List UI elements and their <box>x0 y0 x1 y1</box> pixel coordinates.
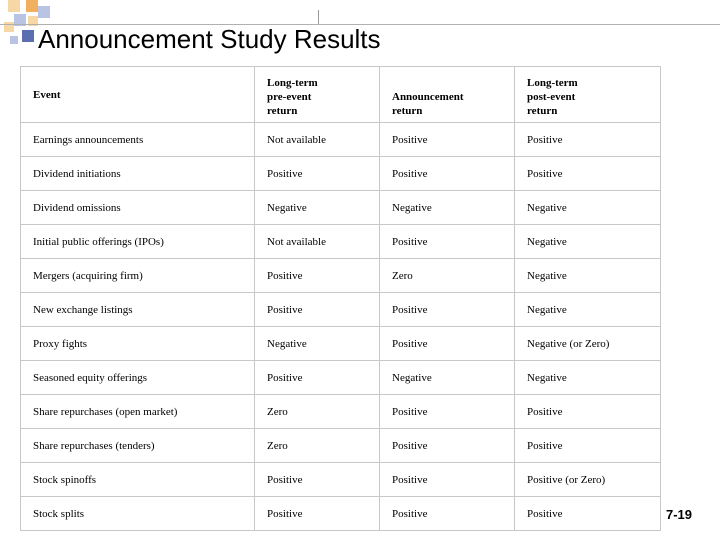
cell-post-event: Positive <box>515 395 661 429</box>
table-row <box>21 259 661 293</box>
cell-event: Dividend omissions <box>21 191 255 225</box>
slide-number: 7-19 <box>666 507 693 522</box>
cell-announcement: Positive <box>380 429 515 463</box>
cell-announcement: Positive <box>380 225 515 259</box>
cell-event: Share repurchases (open market) <box>21 395 255 429</box>
cell-post-event: Negative <box>515 361 661 395</box>
decor-square <box>8 0 20 12</box>
cell-post-event: Positive <box>515 157 661 191</box>
cell-pre-event: Zero <box>255 395 380 429</box>
cell-event: Share repurchases (tenders) <box>21 429 255 463</box>
cell-post-event: Positive <box>515 497 661 531</box>
slide-title: Announcement Study Results <box>38 24 381 54</box>
cell-post-event: Negative <box>515 293 661 327</box>
header-post-event-return: Long-term post-event return <box>515 67 661 123</box>
title-divider-vertical <box>318 10 319 24</box>
table-row <box>21 293 661 327</box>
cell-announcement: Positive <box>380 327 515 361</box>
cell-announcement: Positive <box>380 463 515 497</box>
cell-pre-event: Positive <box>255 259 380 293</box>
table-header-row <box>21 67 661 123</box>
table-row <box>21 361 661 395</box>
cell-event: Earnings announcements <box>21 123 255 157</box>
cell-event: Seasoned equity offerings <box>21 361 255 395</box>
cell-pre-event: Positive <box>255 497 380 531</box>
cell-pre-event: Not available <box>255 225 380 259</box>
cell-pre-event: Positive <box>255 463 380 497</box>
table-row <box>21 327 661 361</box>
table-row <box>21 191 661 225</box>
cell-pre-event: Positive <box>255 157 380 191</box>
table-row <box>21 123 661 157</box>
table-row <box>21 225 661 259</box>
header-announcement-return: Announcement return <box>380 67 515 123</box>
results-table <box>20 66 661 531</box>
cell-pre-event: Positive <box>255 293 380 327</box>
cell-event: Proxy fights <box>21 327 255 361</box>
cell-pre-event: Negative <box>255 191 380 225</box>
table-row <box>21 497 661 531</box>
cell-announcement: Positive <box>380 123 515 157</box>
cell-post-event: Positive <box>515 429 661 463</box>
cell-announcement: Zero <box>380 259 515 293</box>
cell-post-event: Positive <box>515 123 661 157</box>
cell-event: Mergers (acquiring firm) <box>21 259 255 293</box>
decor-square <box>22 30 34 42</box>
table-row <box>21 157 661 191</box>
cell-announcement: Positive <box>380 497 515 531</box>
cell-event: Stock spinoffs <box>21 463 255 497</box>
cell-announcement: Positive <box>380 293 515 327</box>
cell-pre-event: Not available <box>255 123 380 157</box>
cell-pre-event: Positive <box>255 361 380 395</box>
cell-pre-event: Zero <box>255 429 380 463</box>
cell-announcement: Positive <box>380 395 515 429</box>
cell-post-event: Negative <box>515 191 661 225</box>
cell-pre-event: Negative <box>255 327 380 361</box>
decor-square <box>26 0 38 12</box>
cell-event: New exchange listings <box>21 293 255 327</box>
header-pre-event-return: Long-term pre-event return <box>255 67 380 123</box>
cell-announcement: Negative <box>380 361 515 395</box>
header-event: Event <box>21 67 255 123</box>
table-row <box>21 395 661 429</box>
decor-square <box>38 6 50 18</box>
cell-post-event: Negative <box>515 259 661 293</box>
cell-event: Dividend initiations <box>21 157 255 191</box>
cell-post-event: Positive (or Zero) <box>515 463 661 497</box>
cell-announcement: Positive <box>380 157 515 191</box>
cell-event: Stock splits <box>21 497 255 531</box>
cell-post-event: Negative (or Zero) <box>515 327 661 361</box>
table-row <box>21 463 661 497</box>
cell-event: Initial public offerings (IPOs) <box>21 225 255 259</box>
cell-post-event: Negative <box>515 225 661 259</box>
decor-square <box>10 36 18 44</box>
cell-announcement: Negative <box>380 191 515 225</box>
table-row <box>21 429 661 463</box>
